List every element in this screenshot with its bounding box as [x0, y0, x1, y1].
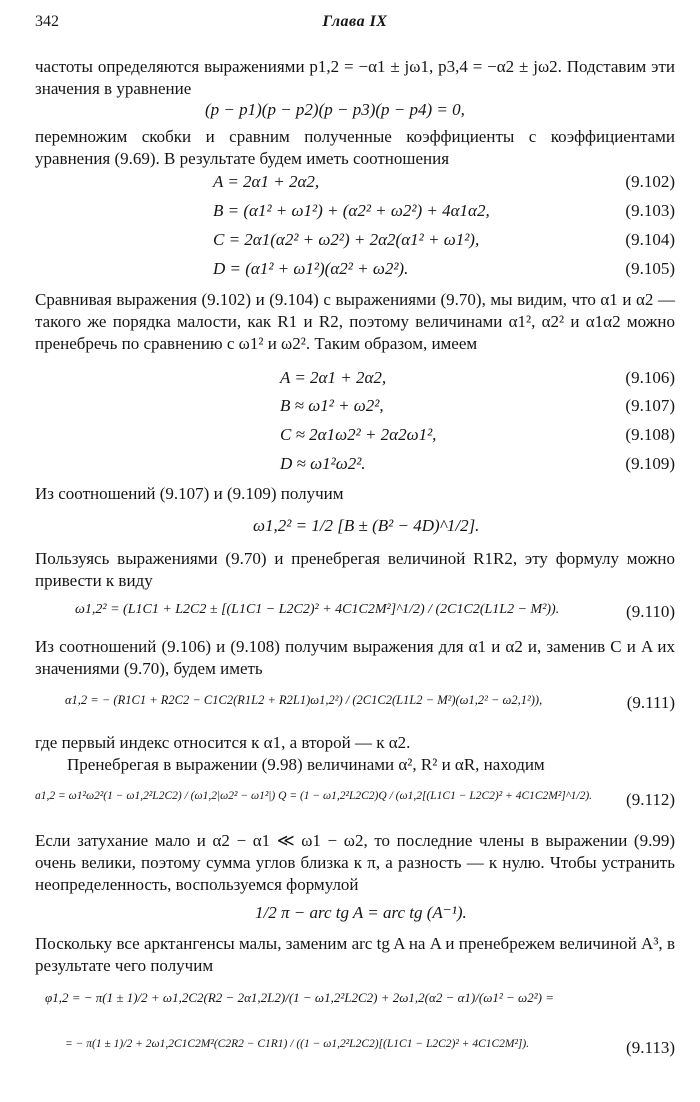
chapter-title: Глава IX: [322, 13, 388, 30]
paragraph-8: [35, 754, 675, 776]
equation-arctg: [35, 903, 675, 925]
paragraph-text: перемножим скобки и сравним полученные коэффициенты с коэффициентами уравнения (9.69). В результате будем иметь соотношения: [35, 127, 675, 168]
equation-number: (9.105): [625, 259, 675, 278]
paragraph-text: где первый индекс относится к α1, а второй — к α2.: [35, 733, 411, 752]
equation-9105: [35, 259, 675, 281]
equation-formula: C = 2α1(α2² + ω2²) + 2α2(α1² + ω1²),: [213, 230, 480, 249]
equation-9112: [35, 790, 675, 812]
equation-formula: φ1,2 = − π(1 ± 1)/2 + ω1,2C2(R2 − 2α1,2L2)/(1 − ω1,2²L2C2) + 2ω1,2(α2 − α1)/(ω1² − ω2²) =: [45, 990, 554, 1005]
equation-formula: = − π(1 ± 1)/2 + 2ω1,2C1C2M²(C2R2 − C1R1) / ((1 − ω1,2²L2C2)[(L1C1 − L2C2)² + 4C1C2M²]).: [65, 1038, 530, 1050]
paragraph-text: Если затухание мало и α2 − α1 ≪ ω1 − ω2, то последние члены в выражении (9.99) очень велики, поэтому сумма углов близка к π, а разность — к нулю. Чтобы устранить неопределенность, воспользуемся формулой: [35, 831, 675, 894]
equation-formula: B ≈ ω1² + ω2²,: [280, 396, 384, 415]
equation-formula: ω1,2² = 1/2 [B ± (B² − 4D)^1/2].: [253, 516, 480, 535]
paragraph-3: [35, 289, 675, 355]
equation-number: (9.104): [625, 230, 675, 249]
paragraph-7: [35, 732, 675, 754]
paragraph-6: [35, 636, 675, 680]
paragraph-text: частоты определяются выражениями p1,2 = −α1 ± jω1, p3,4 = −α2 ± jω2. Подставим эти значения в уравнение: [35, 57, 675, 98]
equation-formula: (p − p1)(p − p2)(p − p3)(p − p4) = 0,: [205, 100, 465, 119]
paragraph-10: [35, 933, 675, 977]
equation-formula: a1,2 = ω1²ω2²(1 − ω1,2²L2C2) / (ω1,2|ω2² − ω1²|) Q = (1 − ω1,2²L2C2)Q / (ω1,2[(L1C1 − L2C2)² + 4C1C2M²]^1/2).: [35, 790, 593, 802]
paragraph-text: Пользуясь выражениями (9.70) и пренебрегая величиной R1R2, эту формулу можно привести к виду: [35, 549, 675, 590]
paragraph-text: Из соотношений (9.106) и (9.108) получим выражения для α1 и α2 и, заменив C и A их значениями (9.70), будем иметь: [35, 637, 675, 678]
equation-poly: [35, 100, 675, 122]
equation-number: (9.108): [625, 425, 675, 444]
equation-formula: ω1,2² = (L1C1 + L2C2 ± [(L1C1 − L2C2)² + 4C1C2M²]^1/2) / (2C1C2(L1L2 − M²)).: [75, 602, 560, 617]
equation-9111: [35, 693, 675, 715]
equation-9102: [35, 172, 675, 194]
paragraph-4: [35, 483, 675, 505]
page-number: 342: [35, 13, 59, 30]
paragraph-text: Сравнивая выражения (9.102) и (9.104) с выражениями (9.70), мы видим, что α1 и α2 — такого же порядка малости, как R1 и R2, поэтому величинами α1², α2² и α1α2 можно пренебречь по сравнению с ω1² и ω2². Таким образом, имеем: [35, 290, 675, 353]
equation-formula: D ≈ ω1²ω2².: [280, 454, 366, 473]
equation-9106: [35, 368, 675, 390]
equation-number: (9.103): [625, 201, 675, 220]
paragraph-text: Пренебрегая в выражении (9.98) величинами α², R² и αR, находим: [67, 755, 545, 774]
page-header: [35, 13, 675, 37]
equation-formula: 1/2 π − arc tg A = arc tg (A⁻¹).: [255, 903, 467, 922]
equation-9113b: [35, 1038, 675, 1060]
equation-number: (9.107): [625, 396, 675, 415]
equation-9108: [35, 425, 675, 447]
equation-formula: A = 2α1 + 2α2,: [280, 368, 387, 387]
equation-9104: [35, 230, 675, 252]
equation-9113a: [35, 990, 675, 1012]
equation-omega: [35, 516, 675, 538]
equation-9110: [35, 602, 675, 624]
equation-9103: [35, 201, 675, 223]
equation-formula: A = 2α1 + 2α2,: [213, 172, 320, 191]
equation-9109: [35, 454, 675, 476]
equation-number: (9.109): [625, 454, 675, 473]
equation-number: (9.111): [626, 693, 675, 712]
equation-number: (9.113): [626, 1038, 675, 1057]
equation-number: (9.112): [626, 790, 675, 809]
equation-formula: α1,2 = − (R1C1 + R2C2 − C1C2(R1L2 + R2L1)ω1,2²) / (2C1C2(L1L2 − M²)(ω1,2² − ω2,1²)),: [65, 693, 543, 707]
paragraph-2: [35, 126, 675, 170]
paragraph-9: [35, 830, 675, 896]
paragraph-1: [35, 56, 675, 100]
equation-formula: B = (α1² + ω1²) + (α2² + ω2²) + 4α1α2,: [213, 201, 490, 220]
paragraph-text: Поскольку все арктангенсы малы, заменим arc tg A на A и пренебрежем величиной A³, в результате чего получим: [35, 934, 675, 975]
paragraph-text: Из соотношений (9.107) и (9.109) получим: [35, 484, 344, 503]
paragraph-5: [35, 548, 675, 592]
equation-formula: C ≈ 2α1ω2² + 2α2ω1²,: [280, 425, 437, 444]
equation-number: (9.110): [626, 602, 675, 621]
equation-9107: [35, 396, 675, 418]
equation-number: (9.102): [625, 172, 675, 191]
equation-number: (9.106): [625, 368, 675, 387]
equation-formula: D = (α1² + ω1²)(α2² + ω2²).: [213, 259, 409, 278]
